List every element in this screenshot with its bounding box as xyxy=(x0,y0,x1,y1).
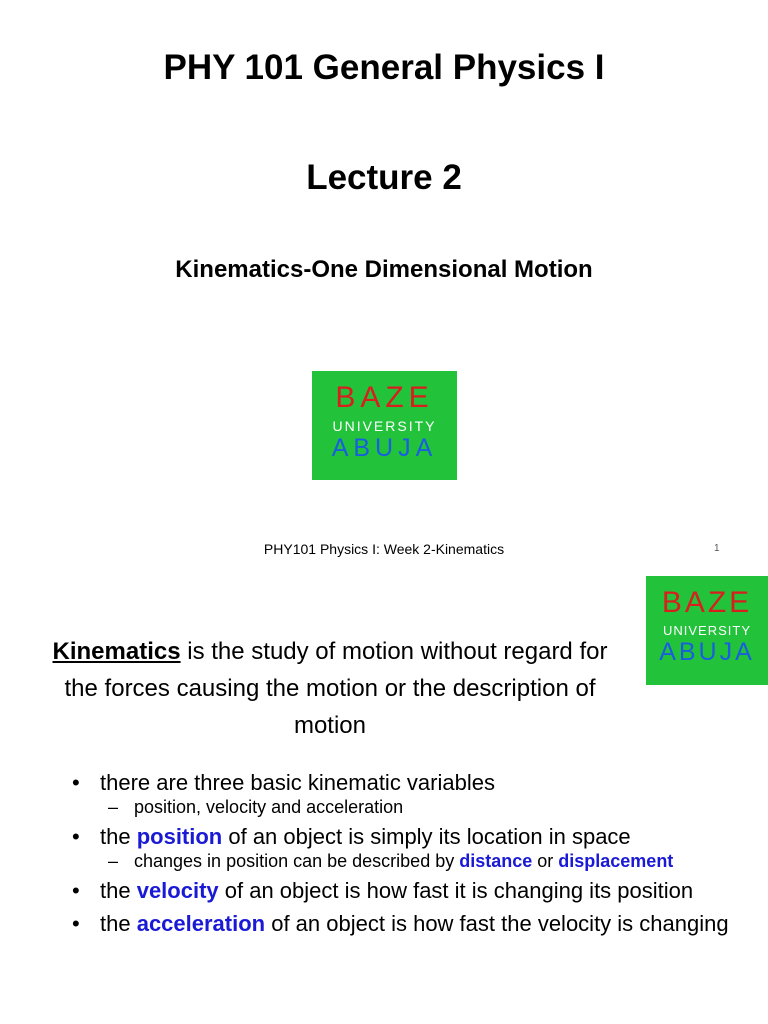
definition-text: is the study of motion without regard for the forces causing the motion or the description of motion xyxy=(64,638,608,739)
bullet-list xyxy=(72,769,752,937)
bullet-text: the xyxy=(100,824,137,849)
sub-list-item xyxy=(72,850,752,873)
logo-line-university: UNIVERSITY xyxy=(332,418,437,434)
sub-bullet-text: changes in position can be described by xyxy=(134,851,460,871)
logo-line-abuja: ABUJA xyxy=(659,638,755,666)
slide-footer: PHY101 Physics I: Week 2-Kinematics xyxy=(263,541,505,557)
bullet-text: the xyxy=(100,878,137,903)
position-keyword: position xyxy=(136,824,223,849)
lecture-title: Lecture 2 xyxy=(306,158,462,197)
logo-line-abuja: ABUJA xyxy=(331,434,438,462)
bullet-text: of an object is how fast the velocity is changing xyxy=(265,911,729,936)
list-item xyxy=(72,823,752,850)
acceleration-keyword: acceleration xyxy=(136,911,266,936)
bullet-text: there are three basic kinematic variables xyxy=(100,770,495,795)
page-number: 1 xyxy=(714,543,720,554)
kinematics-definition xyxy=(40,633,620,744)
list-item xyxy=(72,877,752,904)
kinematics-keyword: Kinematics xyxy=(52,638,181,665)
distance-keyword: distance xyxy=(459,851,533,871)
baze-university-logo xyxy=(312,371,457,480)
sub-bullet-text: position, velocity and acceleration xyxy=(134,797,404,817)
baze-university-logo-small xyxy=(646,576,768,685)
bullet-text: of an object is simply its location in space xyxy=(222,824,631,849)
logo-line-university: UNIVERSITY xyxy=(662,623,751,638)
displacement-keyword: displacement xyxy=(558,851,674,871)
list-item xyxy=(72,910,752,937)
sub-list-item xyxy=(72,796,752,819)
logo-line-baze: BAZE xyxy=(661,586,753,619)
velocity-keyword: velocity xyxy=(136,878,219,903)
bullet-text: of an object is how fast it is changing its position xyxy=(218,878,694,903)
sub-bullet-text: or xyxy=(532,851,559,871)
list-item xyxy=(72,769,752,796)
slide-subtitle: Kinematics-One Dimensional Motion xyxy=(175,256,593,283)
slide-title: PHY 101 General Physics I xyxy=(163,48,605,87)
bullet-text: the xyxy=(100,911,137,936)
slide-2 xyxy=(0,576,768,1024)
logo-line-baze: BAZE xyxy=(335,381,434,414)
